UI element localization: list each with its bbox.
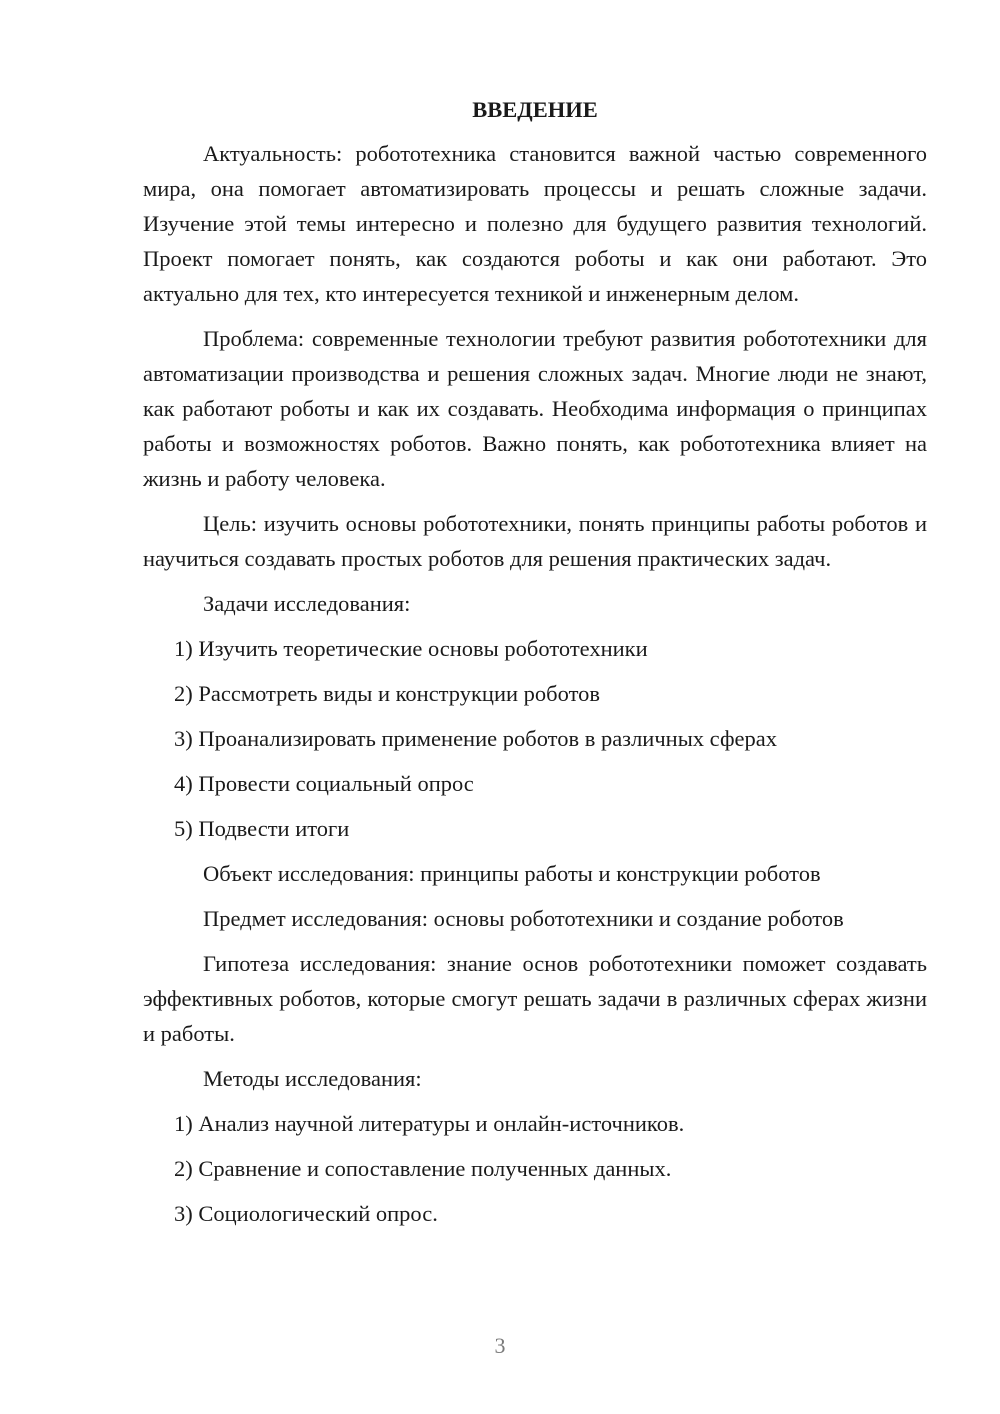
task-item-2: 2) Рассмотреть виды и конструкции роботов <box>174 681 600 706</box>
research-object: Объект исследования: принципы работы и конструкции роботов <box>203 861 821 886</box>
page-title: ВВЕДЕНИЕ <box>472 97 598 122</box>
research-subject: Предмет исследования: основы робототехники и создание роботов <box>203 906 844 931</box>
method-item-3: 3) Социологический опрос. <box>174 1201 438 1226</box>
method-item-2: 2) Сравнение и сопоставление полученных данных. <box>174 1156 672 1181</box>
page-number: 3 <box>494 1333 506 1358</box>
document-page <box>143 95 927 1241</box>
paragraph-relevance: Актуальность: робототехника становится важной частью современного мира, она помогает автоматизировать процессы и решать сложные задачи. Изучение этой темы интересно и полезно для будущего развития технологий. Проект помогает понять, как создаются роботы и как они работают. Это актуально для тех, кто интересуется техникой и инженерным делом. <box>143 141 927 306</box>
paragraph-hypothesis: Гипотеза исследования: знание основ робототехники поможет создавать эффективных роботов, которые смогут решать задачи в различных сферах жизни и работы. <box>143 951 927 1046</box>
method-item-1: 1) Анализ научной литературы и онлайн-источников. <box>174 1111 685 1136</box>
methods-heading: Методы исследования: <box>203 1066 422 1091</box>
task-item-4: 4) Провести социальный опрос <box>174 771 474 796</box>
task-item-3: 3) Проанализировать применение роботов в различных сферах <box>174 726 777 751</box>
task-item-1: 1) Изучить теоретические основы робототехники <box>174 636 648 661</box>
task-item-5: 5) Подвести итоги <box>174 816 350 841</box>
tasks-heading: Задачи исследования: <box>203 591 411 616</box>
paragraph-problem: Проблема: современные технологии требуют развития робототехники для автоматизации производства и решения сложных задач. Многие люди не знают, как работают роботы и как их создавать. Необходима информация о принципах работы и возможностях роботов. Важно понять, как робототехника влияет на жизнь и работу человека. <box>143 326 927 491</box>
paragraph-goal: Цель: изучить основы робототехники, понять принципы работы роботов и научиться создавать простых роботов для решения практических задач. <box>143 511 927 571</box>
